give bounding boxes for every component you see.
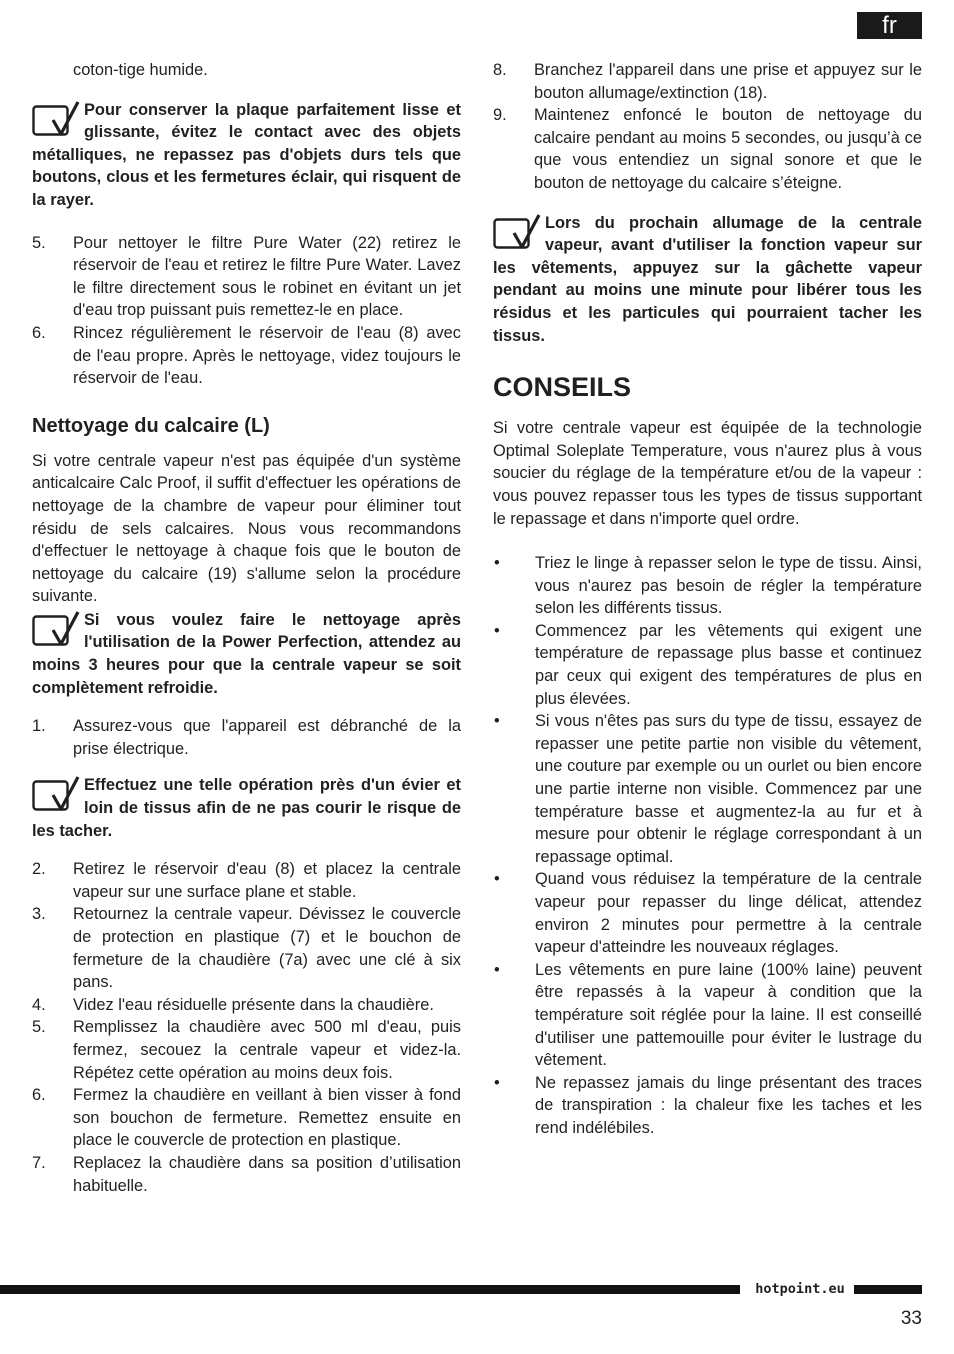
page-number: 33 (900, 1308, 922, 1329)
footer-rule-right (854, 1285, 922, 1294)
list-item: 1. Assurez-vous que l'appareil est débranché de la prise électrique. (32, 717, 461, 758)
intro-text: coton-tige humide. (73, 61, 208, 79)
list-item: 5. Remplissez la chaudière avec 500 ml d'eau, puis fermez, secouez la centrale vapeur et videz-la. Répétez cette opération au moins deux fois. (32, 1018, 461, 1082)
steps-filter (32, 232, 461, 390)
left-column (32, 59, 461, 1197)
list-item: • Quand vous réduisez la température de la centrale vapeur pour repasser du linge délicat, attendez environ 2 minutes pour permettre à la centrale vapeur d'atteindre les nouveaux réglages. (494, 870, 922, 957)
list-item: 6. Rincez régulièrement le réservoir de l'eau (8) avec de l'eau propre. Après le nettoyage, videz toujours le réservoir de l'eau. (32, 323, 461, 388)
list-item: 6. Fermez la chaudière en veillant à bien visser à fond son bouchon de fermeture. Remettez ensuite en place le couvercle de protection en plastique. (32, 1086, 461, 1150)
list-item: 3. Retournez la centrale vapeur. Dévissez le couvercle de protection en plastique (7) et le bouchon de fermeture de la chaudière (7a) avec une clé à six pans. (32, 905, 461, 992)
descaling-paragraph: Si votre centrale vapeur n'est pas équipée d'un système anticalcaire Calc Proof, il suffit d'effectuer les opérations de nettoyage de la chambre de vapeur pour éliminer tout résidu de sels calcaires. Nous vous recommandons d'effectuer le nettoyage à chaque fois que le bouton de nettoyage du calcaire (19) s'allume selon la procédure suivante. (32, 451, 461, 606)
checkmark-note-icon (32, 776, 80, 814)
note-power-perfection (32, 609, 461, 699)
note-power-perfection-text: Si vous voulez faire le nettoyage après l'utilisation de la Power Perfection, attendez au moins 3 heures pour que la centrale vapeur se soit complètement refroidie. (32, 610, 461, 697)
note-sink (32, 774, 461, 842)
footer-rule-left (0, 1285, 740, 1294)
list-item: 8. Branchez l'appareil dans une prise et appuyez sur le bouton allumage/extinction (18). (493, 61, 922, 102)
section-heading-tips: CONSEILS (493, 372, 632, 403)
tips-bullets (493, 552, 922, 1139)
note-soleplate (32, 99, 461, 212)
list-item: 7. Replacez la chaudière dans sa position d’utilisation habituelle. (32, 1153, 461, 1195)
checkmark-note-icon (32, 611, 80, 649)
section-heading-descaling: Nettoyage du calcaire (L) (32, 414, 270, 437)
list-item: • Triez le linge à repasser selon le type de tissu. Ainsi, vous n'aurez pas besoin de régler la température selon les différents tissus. (494, 554, 922, 618)
right-column (493, 59, 922, 1140)
tips-paragraph: Si votre centrale vapeur est équipée de la technologie Optimal Soleplate Temperature, vous n'aurez plus à vous soucier du réglage de la température et/ou de la vapeur : vous pouvez repasser tous les types de tissus supportant le repassage et dans n'importe quel ordre. (493, 419, 922, 528)
list-item: • Commencez par les vêtements qui exigent une température de repassage plus basse et continuez par ceux qui exigent des températures de plus en plus élevées. (494, 621, 922, 708)
note-next-use (493, 212, 922, 348)
list-item: 4. Videz l'eau résiduelle présente dans la chaudière. (32, 995, 434, 1014)
list-item: • Si vous n'êtes pas surs du type de tissu, essayez de repasser une petite partie non visible du vêtement, une couture par exemple ou un ourlet ou bien encore une partie interne non visible. Commencez par une température basse et augmentez-la au fur et à mesure pour obtenir le réglage correspondant à un repassage optimal. (494, 712, 922, 866)
note-next-use-text: Lors du prochain allumage de la centrale vapeur, avant d'utiliser la fonction vapeur sur les vêtements, appuyez sur la gâchette vapeur pendant au moins une minute pour libérer tous les résidus et les particules qui pourraient tacher les tissus. (493, 213, 922, 345)
steps-descaling (32, 858, 461, 1197)
note-soleplate-text: Pour conserver la plaque parfaitement lisse et glissante, évitez le contact avec des objets métalliques, ne repassez pas d'objets durs tels que boutons, clous et les fermetures éclair, qui risquent de la rayer. (32, 100, 461, 209)
list-item: 5. Pour nettoyer le filtre Pure Water (22) retirez le réservoir de l'eau et retirez le filtre Pure Water. Lavez le filtre directement sous le robinet en évitant un jet d'eau trop puissant puis remettez-le en place. (32, 233, 461, 320)
list-item: • Les vêtements en pure laine (100% laine) peuvent être repassés à la vapeur à condition que la température soit réglée pour la laine. Il est conseillé d'utiliser une pattemouille pour éviter le lustrage du vêtement. (494, 960, 922, 1070)
list-item: 9. Maintenez enfoncé le bouton de nettoyage du calcaire pendant au moins 5 secondes, ou jusqu’à ce que vous entendiez un signal sonore et que le bouton de nettoyage du calcaire s’éteigne. (493, 106, 922, 192)
checkmark-note-icon (32, 101, 80, 139)
note-sink-text: Effectuez une telle opération près d'un évier et loin de tissus afin de ne pas courir le risque de les tacher. (32, 776, 461, 840)
steps-restart (493, 59, 922, 195)
list-item: • Ne repassez jamais du linge présentant des traces de transpiration : la chaleur fixe les taches et les rend indélébiles. (494, 1073, 922, 1137)
language-tab: fr (857, 12, 922, 39)
footer-website: hotpoint.eu (755, 1281, 845, 1297)
list-item: 2. Retirez le réservoir d'eau (8) et placez la centrale vapeur sur une surface plane et stable. (32, 860, 461, 901)
checkmark-note-icon (493, 214, 541, 252)
